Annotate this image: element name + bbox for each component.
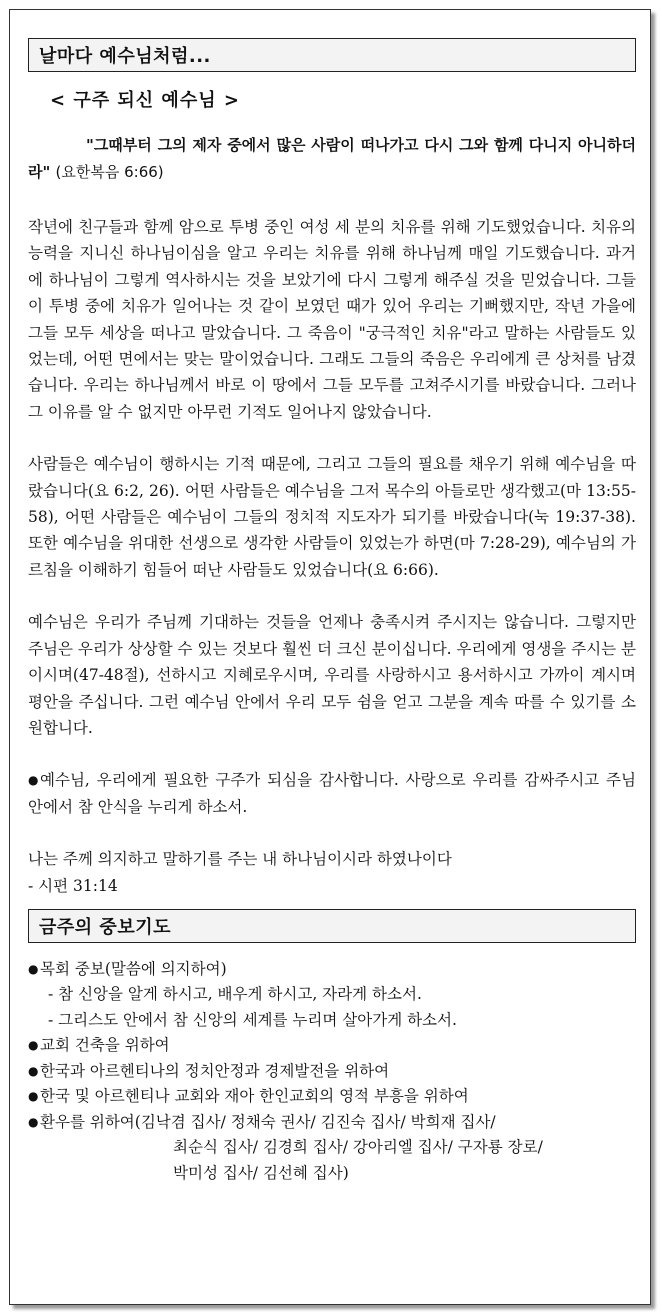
intercession-header: 금주의 중보기도	[28, 909, 636, 943]
prayer-text: 예수님, 우리에게 필요한 구주가 되심을 감사합니다. 사랑으로 우리를 감싸주시고 주님 안에서 참 안식을 누리게 하소서.	[28, 771, 636, 816]
bullet-icon: ●	[28, 1063, 39, 1078]
bullet-icon: ●	[28, 773, 39, 788]
bulletin-page	[9, 9, 651, 1305]
list-item-text: 한국 및 아르헨티나 교회와 재아 한인교회의 영적 부흥을 위하여	[40, 1087, 469, 1106]
bullet-icon: ●	[28, 1038, 39, 1053]
list-item: 박미성 집사/ 김선혜 집사)	[173, 1163, 349, 1182]
verse-text: "그때부터 그의 제자 중에서 많은 사람이 떠나가고 다시 그와 함께 다니지 아니하더라"	[28, 136, 636, 181]
prayer	[28, 767, 636, 820]
list-item: 최순식 집사/ 김경희 집사/ 강아리엘 집사/ 구자룡 장로/	[173, 1138, 543, 1157]
devotion-paragraph-1: 작년에 친구들과 함께 암으로 투병 중인 여성 세 분의 치유를 위해 기도했었습니다. 치유의 능력을 지니신 하나님이심을 알고 우리는 치유를 위해 하나님께 매일 기도했습니다. 과거에 하나님이 그렇게 역사하시는 것을 보았기에 다시 그렇게 해주실 것을 믿었습니다. 그들이 투병 중에 치유가 일어나는 것 같이 보였던 때가 있어 우리는 기뻐했지만, 작년 가을에 그들 모두 세상을 떠나고 말았습니다. 그 죽음이 "궁극적인 치유"라고 말하는 사람들도 있었는데, 어떤 면에서는 맞는 말이었습니다. 그래도 그들의 죽음은 우리에게 큰 상처를 남겼습니다. 우리는 하나님께서 바로 이 땅에서 그들 모두를 고쳐주시기를 바랐습니다. 그러나 그 이유를 알 수 없지만 아무런 기적도 일어나지 않았습니다.	[28, 218, 636, 421]
page-content	[28, 38, 636, 1186]
closing-verse: 나는 주께 의지하고 말하기를 주는 내 하나님이시라 하였나이다	[28, 850, 452, 869]
devotion-paragraph-2: 사람들은 예수님이 행하시는 기적 때문에, 그리고 그들의 필요를 채우기 위해 예수님을 따랐습니다(요 6:2, 26). 어떤 사람들은 예수님을 그저 목수의 아들로만 생각했고(마 13:55-58), 어떤 사람들은 예수님이 그들의 정치적 지도자가 되기를 바랐습니다(눅 19:37-38). 또한 예수님을 위대한 선생으로 생각한 사람들이 있었는가 하면(마 7:28-29), 예수님의 가르침을 이해하기 힘들어 떠난 사람들도 있었습니다(요 6:66).	[28, 455, 636, 579]
verse-reference: (요한복음 6:66)	[55, 163, 164, 181]
closing-verse-block	[28, 846, 636, 899]
list-item	[28, 1033, 636, 1059]
bullet-icon: ●	[28, 1114, 39, 1129]
devotion-header: 날마다 예수님처럼...	[28, 38, 636, 72]
list-item	[28, 957, 636, 983]
list-item-text: 목회 중보(말씀에 의지하여)	[40, 959, 227, 978]
devotion-paragraph-3: 예수님은 우리가 주님께 기대하는 것들을 언제나 충족시켜 주시지는 않습니다. 그렇지만 주님은 우리가 상상할 수 있는 것보다 훨씬 더 크신 분이십니다. 우리에게 영생을 주시는 분이시며(47-48절), 선하시고 지혜로우시며, 우리를 사랑하시고 용서하시고 가까이 계시며 평안을 주십니다. 그런 예수님 안에서 우리 모두 쉼을 얻고 그분을 계속 따를 수 있기를 소원합니다.	[28, 613, 637, 737]
intercession-list	[28, 957, 636, 1187]
list-item	[28, 1110, 636, 1136]
list-item	[28, 1084, 636, 1110]
list-item-text: 환우를 위하여(김낙겸 집사/ 정채숙 권사/ 김진숙 집사/ 박희재 집사/	[40, 1112, 496, 1131]
devotion-subtitle: < 구주 되신 예수님 >	[50, 90, 240, 111]
closing-reference: - 시편 31:14	[28, 876, 118, 895]
list-item: - 참 신앙을 알게 하시고, 배우게 하시고, 자라게 하소서.	[48, 985, 422, 1004]
list-item-text: 교회 건축을 위하여	[40, 1036, 170, 1055]
list-item	[28, 1059, 636, 1085]
bullet-icon: ●	[28, 1089, 39, 1104]
scripture-verse	[28, 132, 636, 186]
bullet-icon: ●	[28, 961, 39, 976]
list-item-text: 한국과 아르헨티나의 정치안정과 경제발전을 위하여	[40, 1061, 390, 1080]
list-item: - 그리스도 안에서 참 신앙의 세계를 누리며 살아가게 하소서.	[48, 1010, 457, 1029]
